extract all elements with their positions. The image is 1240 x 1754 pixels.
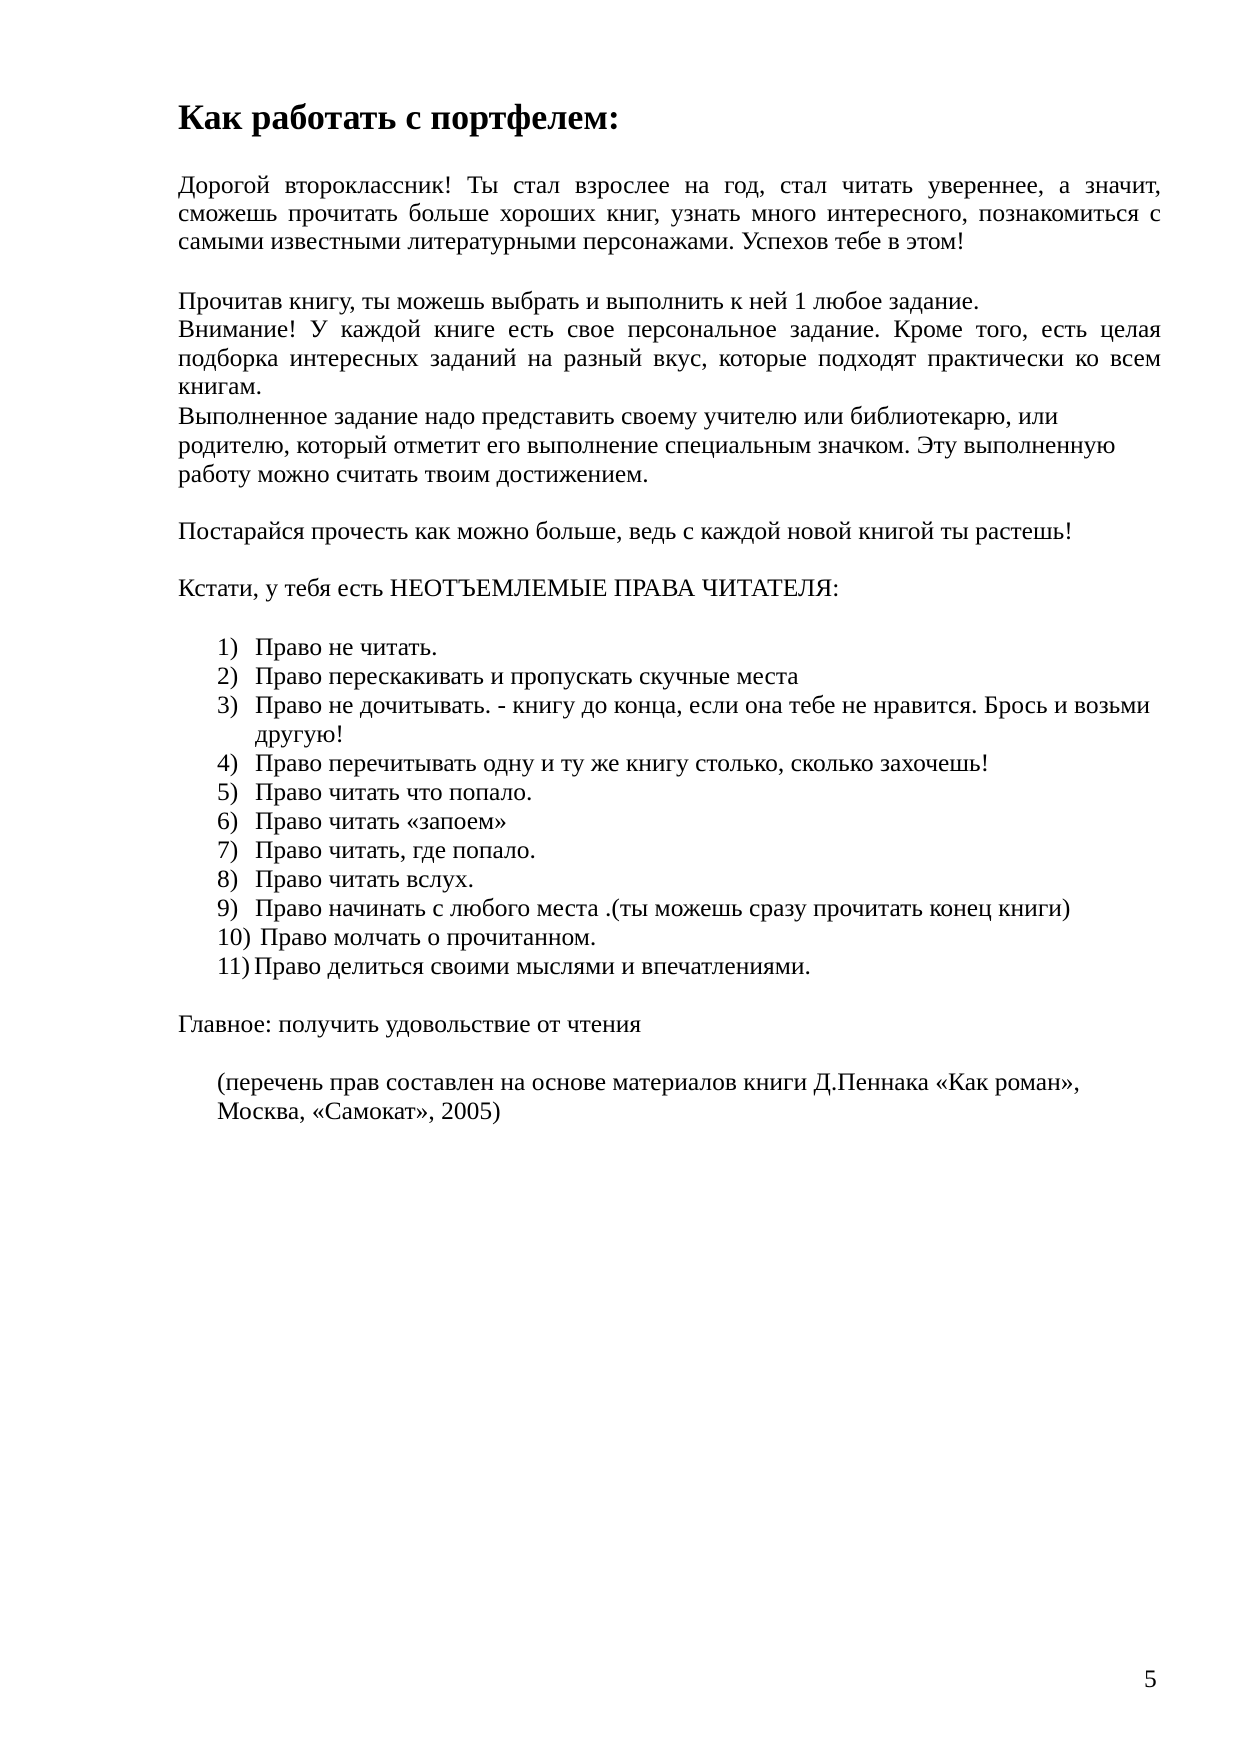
encouragement: Постарайся прочесть как можно больше, ведь с каждой новой книгой ты растешь! [178,516,1073,545]
list-number: 9) [217,893,239,922]
list-item: Право читать «запоем» [255,806,507,835]
intro-line: самыми известными литературными персонажами. Успехов тебе в этом! [178,226,965,255]
rights-intro: Кстати, у тебя есть НЕОТЪЕМЛЕМЫЕ ПРАВА ЧИТАТЕЛЯ: [178,573,840,602]
list-item: Право делиться своими мыслями и впечатлениями. [254,951,811,980]
instruction-line: Внимание! У каждой книге есть свое персональное задание. Кроме того, есть целая [178,314,1161,343]
list-number: 6) [217,806,239,835]
list-number: 3) [217,690,239,719]
list-item: Право не дочитывать. - книгу до конца, если она тебе не нравится. Брось и возьми [255,690,1151,719]
citation-line: (перечень прав составлен на основе материалов книги Д.Пеннака «Как роман», [217,1067,1080,1096]
list-number: 5) [217,777,239,806]
list-number: 7) [217,835,239,864]
list-item: Право начинать с любого места .(ты можешь сразу прочитать конец книги) [255,893,1071,922]
instruction-line: подборка интересных заданий на разный вкус, которые подходят практически ко всем [178,343,1161,372]
instruction-line: книгам. [178,371,262,400]
intro-line: Дорогой второклассник! Ты стал взрослее на год, стал читать увереннее, а значит, [178,170,1161,199]
instruction-line: работу можно считать твоим достижением. [178,459,649,488]
list-item: Право читать, где попало. [255,835,536,864]
list-number: 1) [217,632,239,661]
main-point: Главное: получить удовольствие от чтения [178,1009,642,1038]
page-title: Как работать с портфелем: [178,97,620,137]
list-item: Право перечитывать одну и ту же книгу столько, сколько захочешь! [255,748,990,777]
list-item-continuation: другую! [255,719,344,748]
instruction-line: Выполненное задание надо представить своему учителю или библиотекарю, или [178,401,1059,430]
intro-line: сможешь прочитать больше хороших книг, узнать много интересного, познакомиться с [178,198,1161,227]
list-number: 8) [217,864,239,893]
list-number: 10) [217,922,251,951]
list-item: Право перескакивать и пропускать скучные места [255,661,799,690]
list-item: Право читать вслух. [255,864,475,893]
instruction-line: Прочитав книгу, ты можешь выбрать и выполнить к ней 1 любое задание. [178,286,980,315]
list-item: Право читать что попало. [255,777,533,806]
list-item: Право не читать. [255,632,438,661]
citation-line: Москва, «Самокат», 2005) [217,1096,501,1125]
list-number: 11) [217,951,251,980]
instruction-line: родителю, который отметит его выполнение специальным значком. Эту выполненную [178,430,1116,459]
list-number: 4) [217,748,239,777]
page-number: 5 [1144,1664,1157,1693]
list-item: Право молчать о прочитанном. [260,922,597,951]
list-number: 2) [217,661,239,690]
